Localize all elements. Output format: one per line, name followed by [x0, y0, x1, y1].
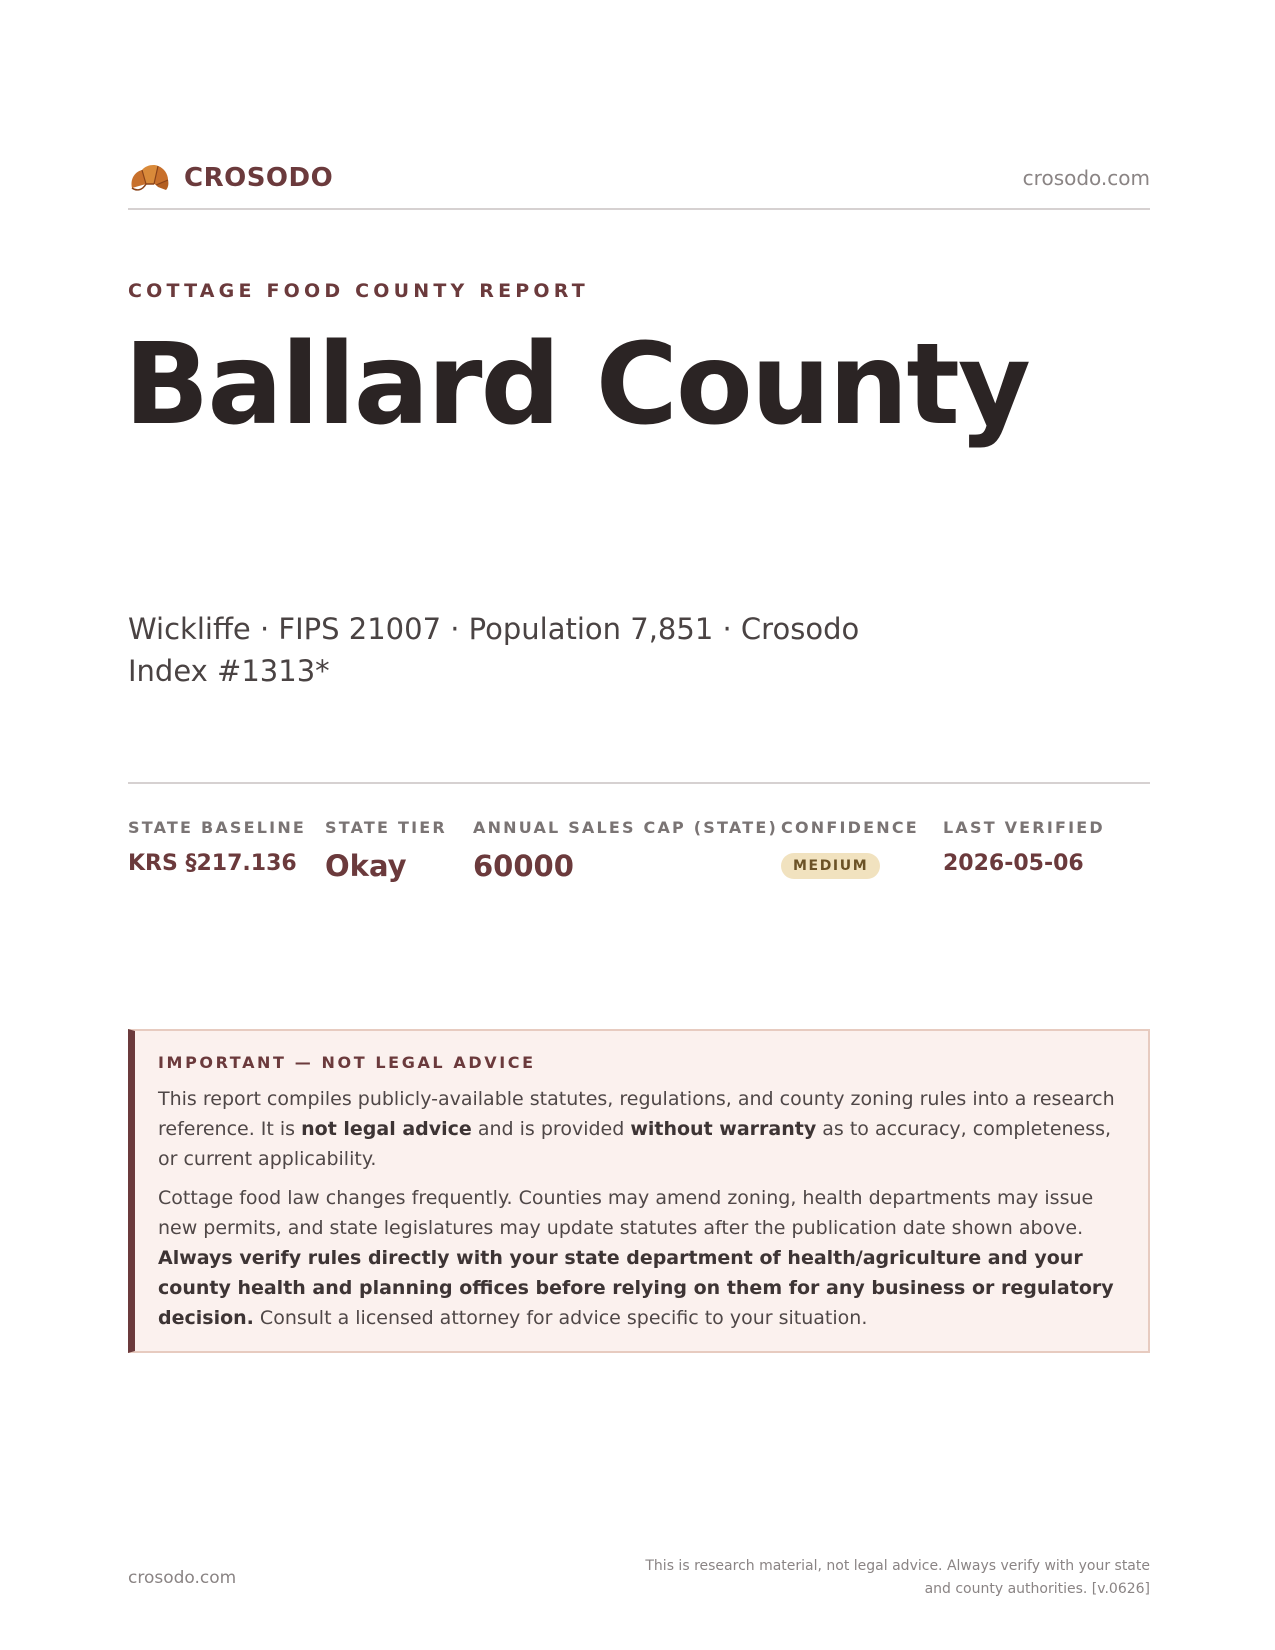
report-page: [124, 0, 1150, 1650]
stats-row: [128, 818, 1150, 898]
stat-label: CONFIDENCE: [781, 818, 919, 837]
report-subtitle: Wickliffe · FIPS 21007 · Population 7,851 · Crosodo Index #1313*: [128, 612, 860, 688]
footer-disclaimer: This is research material, not legal advice. Always verify with your state and county authorities. [v.0626]: [645, 1558, 1150, 1597]
notice-text: as to accuracy, completeness, or current applicability.: [158, 1118, 1112, 1170]
brand-logo[interactable]: [128, 160, 333, 196]
notice-text: Consult a licensed attorney for advice specific to your situation.: [253, 1307, 868, 1329]
notice-text: Cottage food law changes frequently. Counties may amend zoning, health departments may issue new permits, and state legislatures may update statutes after the publication date shown above.: [158, 1187, 1094, 1239]
section-divider: [128, 782, 1150, 784]
stat-last-verified: [943, 818, 1105, 876]
stat-state-baseline: [128, 818, 306, 876]
report-eyebrow: COTTAGE FOOD COUNTY REPORT: [128, 280, 589, 302]
stat-label: LAST VERIFIED: [943, 818, 1105, 837]
stat-annual-sales-cap: [473, 818, 778, 883]
page-title: Ballard County: [124, 320, 1029, 450]
croissant-icon: [128, 160, 172, 196]
notice-title: IMPORTANT — NOT LEGAL ADVICE: [158, 1053, 536, 1072]
notice-paragraph: [158, 1183, 1124, 1333]
stat-label: ANNUAL SALES CAP (STATE): [473, 818, 778, 837]
stat-state-tier: [325, 818, 447, 883]
footer-site-url[interactable]: crosodo.com: [128, 1568, 237, 1588]
brand-name: CROSODO: [184, 163, 334, 193]
header-site-url[interactable]: crosodo.com: [1022, 166, 1150, 190]
notice-emphasis: not legal advice: [301, 1118, 472, 1140]
stat-value: KRS §217.136: [128, 851, 297, 876]
notice-emphasis: without warranty: [630, 1118, 817, 1140]
stat-label: STATE TIER: [325, 818, 447, 837]
stat-confidence: [781, 818, 919, 879]
confidence-badge: MEDIUM: [781, 853, 880, 879]
notice-text: This report compiles publicly-available statutes, regulations, and county zoning rules into a research reference. It is: [158, 1088, 1115, 1140]
stat-value: 2026-05-06: [943, 851, 1084, 876]
notice-paragraph: [158, 1084, 1124, 1174]
notice-emphasis: Always verify rules directly with your state department of health/agriculture and your county health and planning offices before relying on them for any business or regulatory decision.: [158, 1247, 1114, 1329]
notice-text: and is provided: [471, 1118, 631, 1140]
stat-value: Okay: [325, 849, 407, 883]
stat-label: STATE BASELINE: [128, 818, 307, 837]
legal-notice: [128, 1029, 1150, 1353]
page-header: [128, 160, 1150, 210]
stat-value: 60000: [473, 849, 574, 883]
